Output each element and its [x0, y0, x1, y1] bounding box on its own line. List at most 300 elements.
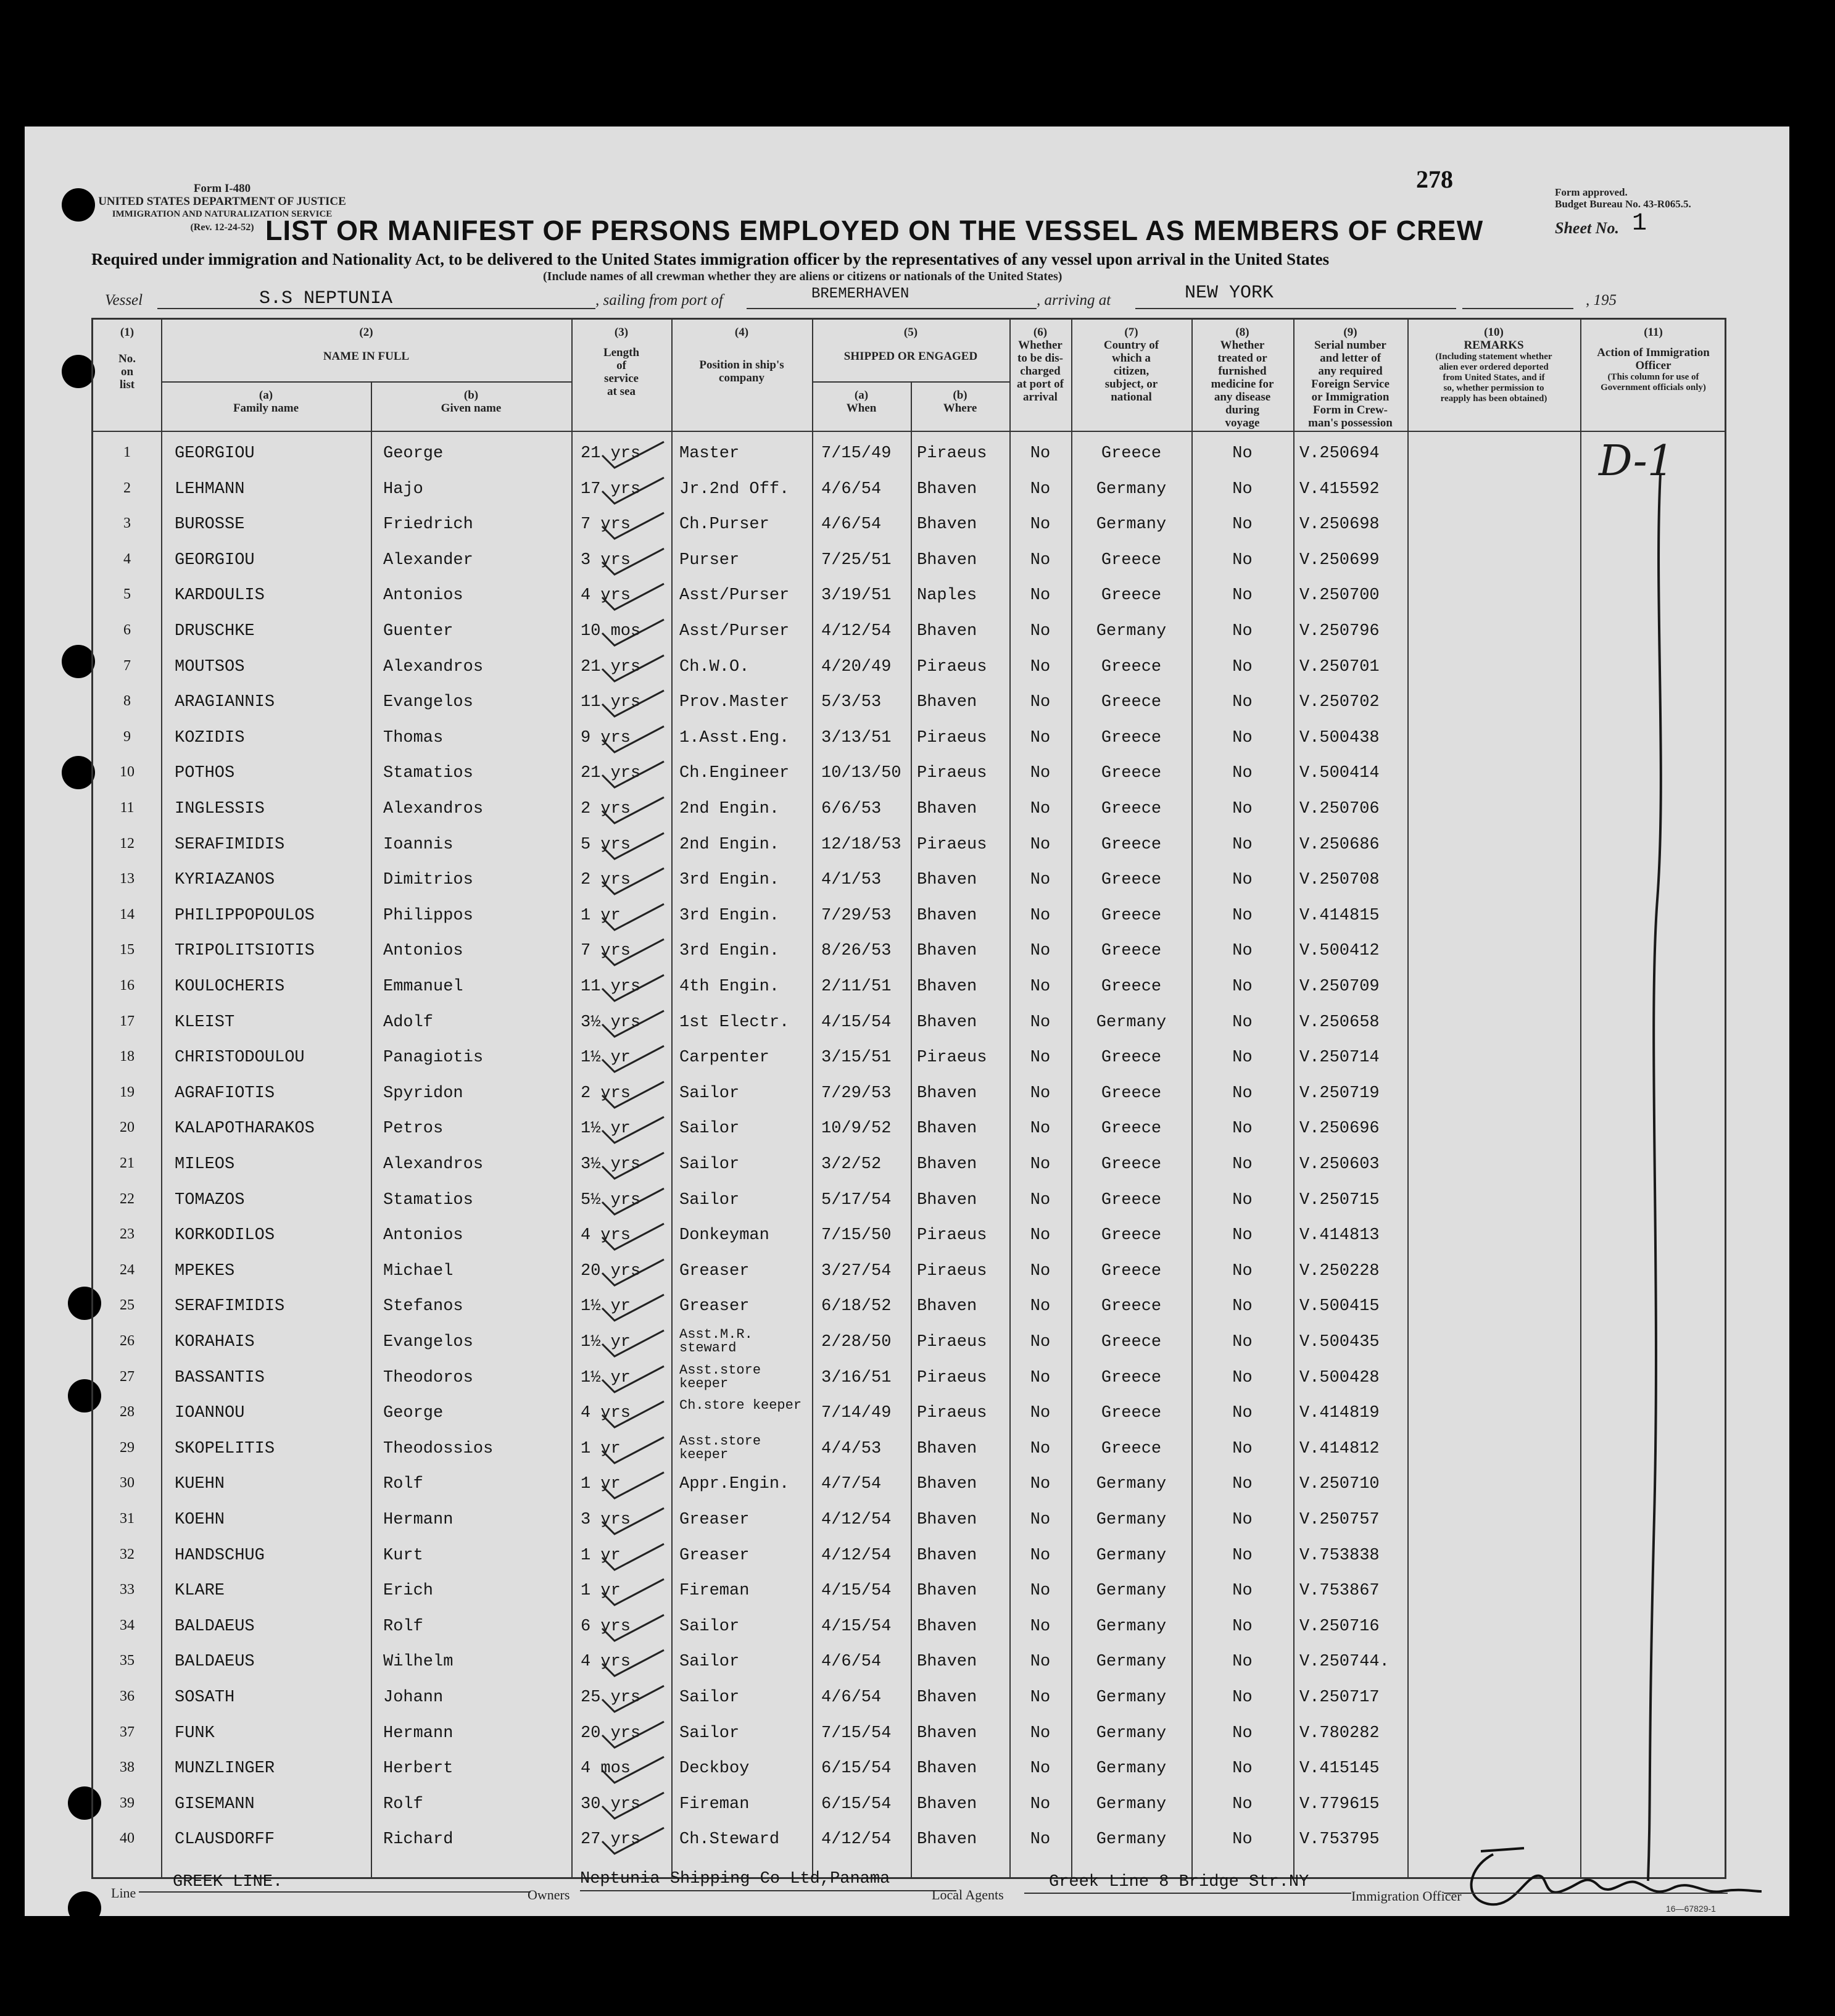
serial-number: V.500415 [1299, 1297, 1380, 1316]
position: Ch.Engineer [679, 764, 790, 783]
serial-number: V.250714 [1299, 1048, 1380, 1068]
serial-number: V.250757 [1299, 1511, 1380, 1529]
serial-number: V.250699 [1299, 550, 1380, 570]
discharged: No [1030, 1653, 1051, 1672]
country: Greece [1101, 1190, 1162, 1209]
table-row [93, 1752, 1725, 1787]
discharged: No [1030, 622, 1051, 641]
table-row [93, 650, 1725, 686]
shipped-where: Bhaven [917, 693, 977, 712]
tick-mark [596, 1361, 670, 1398]
table-row [93, 686, 1725, 721]
row-number: 9 [123, 728, 131, 745]
length-of-service: 3 yrs [581, 550, 631, 570]
position: Donkeyman [679, 1226, 769, 1245]
shipped-when: 4/4/53 [821, 1439, 882, 1458]
length-of-service: 2 yrs [581, 1084, 631, 1103]
treated: No [1232, 1439, 1253, 1458]
owners-name: Neptunia Shipping Co Ltd,Panama [580, 1870, 890, 1888]
discharged: No [1030, 1048, 1051, 1068]
agents-name: Greek Line 8 Bridge Str.NY [1049, 1873, 1309, 1891]
table-row [93, 1432, 1725, 1467]
sailing-port: BREMERHAVEN [811, 286, 909, 302]
shipped-where: Piraeus [917, 764, 987, 783]
family-name: AGRAFIOTIS [175, 1084, 275, 1103]
serial-number: V.250603 [1299, 1155, 1380, 1174]
officer-signature [1444, 1842, 1765, 1916]
row-number: 4 [123, 550, 131, 567]
shipped-where: Piraeus [917, 1048, 987, 1068]
row-number: 5 [123, 586, 131, 603]
shipped-when: 6/15/54 [821, 1794, 892, 1814]
position: Asst.M.R. steward [679, 1327, 753, 1356]
family-name: TRIPOLITSIOTIS [175, 942, 315, 961]
given-name: Hermann [383, 1724, 454, 1743]
length-of-service: 3 yrs [581, 1511, 631, 1529]
tick-mark [596, 792, 670, 829]
treated: No [1232, 1404, 1253, 1423]
tick-mark [596, 721, 670, 758]
length-of-service: 1 yr [581, 1546, 621, 1565]
country: Greece [1101, 728, 1162, 747]
table-row [93, 1574, 1725, 1609]
family-name: KARDOULIS [175, 586, 265, 605]
family-name: BUROSSE [175, 515, 245, 534]
treated: No [1232, 1794, 1253, 1814]
serial-number: V.780282 [1299, 1724, 1380, 1743]
tick-mark [596, 899, 670, 936]
length-of-service: 20 yrs [581, 1724, 641, 1743]
given-name: Antonios [383, 942, 463, 961]
given-name: Evangelos [383, 1333, 473, 1351]
shipped-when: 4/15/54 [821, 1013, 892, 1032]
serial-number: V.250700 [1299, 586, 1380, 605]
given-name: Theodoros [383, 1368, 473, 1387]
treated: No [1232, 1048, 1253, 1068]
shipped-where: Piraeus [917, 1333, 987, 1351]
family-name: BALDAEUS [175, 1653, 255, 1672]
country: Greece [1101, 444, 1162, 463]
given-name: Friedrich [383, 515, 473, 534]
treated: No [1232, 1261, 1253, 1280]
table-row [93, 1255, 1725, 1290]
treated: No [1232, 977, 1253, 996]
row-number: 2 [123, 479, 131, 496]
family-name: KALAPOTHARAKOS [175, 1119, 315, 1139]
shipped-when: 4/6/54 [821, 1688, 882, 1707]
shipped-where: Bhaven [917, 871, 977, 890]
family-name: IOANNOU [175, 1404, 245, 1423]
country: Germany [1096, 1546, 1167, 1565]
country: Greece [1101, 1439, 1162, 1458]
shipped-where: Bhaven [917, 1190, 977, 1209]
col-header-service: (3) Length of service at sea [603, 326, 640, 398]
length-of-service: 25 yrs [581, 1688, 641, 1707]
discharged: No [1030, 693, 1051, 712]
tick-mark [596, 1041, 670, 1078]
discharged: No [1030, 1404, 1051, 1423]
sheet-number: 1 [1632, 210, 1647, 238]
tick-mark [596, 1717, 670, 1754]
col-header-name: (2) NAME IN FULL [323, 326, 410, 363]
tick-mark [596, 579, 670, 616]
sailing-label: , sailing from port of [595, 292, 723, 309]
treated: No [1232, 1333, 1253, 1351]
position: Master [679, 444, 740, 463]
position: Fireman [679, 1582, 750, 1601]
row-number: 28 [120, 1404, 135, 1421]
table-row [93, 757, 1725, 792]
discharged: No [1030, 1119, 1051, 1139]
table-row [93, 437, 1725, 472]
table-row [93, 1361, 1725, 1396]
treated: No [1232, 764, 1253, 783]
length-of-service: 6 yrs [581, 1617, 631, 1636]
treated: No [1232, 1724, 1253, 1743]
shipped-where: Piraeus [917, 1226, 987, 1245]
discharged: No [1030, 1084, 1051, 1103]
given-name: Herbert [383, 1759, 454, 1778]
country: Germany [1096, 479, 1167, 499]
country: Greece [1101, 586, 1162, 605]
row-number: 15 [120, 942, 135, 958]
row-number: 3 [123, 515, 131, 532]
tick-mark [596, 1823, 670, 1860]
position: Purser [679, 550, 740, 570]
length-of-service: 30 yrs [581, 1794, 641, 1814]
length-of-service: 1½ yr [581, 1119, 631, 1139]
arriving-port: NEW YORK [1185, 283, 1274, 304]
manifest-sheet [25, 127, 1789, 1916]
discharged: No [1030, 1794, 1051, 1814]
length-of-service: 2 yrs [581, 800, 631, 818]
treated: No [1232, 1546, 1253, 1565]
given-name: Evangelos [383, 693, 473, 712]
treated: No [1232, 550, 1253, 570]
shipped-where: Bhaven [917, 550, 977, 570]
shipped-when: 4/6/54 [821, 479, 882, 499]
row-number: 36 [120, 1688, 135, 1704]
position: Greaser [679, 1297, 750, 1316]
family-name: GISEMANN [175, 1794, 255, 1814]
table-row [93, 828, 1725, 863]
shipped-when: 3/13/51 [821, 728, 892, 747]
shipped-when: 4/6/54 [821, 1653, 882, 1672]
country: Greece [1101, 1119, 1162, 1139]
serial-number: V.250715 [1299, 1190, 1380, 1209]
treated: No [1232, 622, 1253, 641]
treated: No [1232, 1119, 1253, 1139]
family-name: BASSANTIS [175, 1368, 265, 1387]
table-row [93, 1503, 1725, 1538]
length-of-service: 4 yrs [581, 586, 631, 605]
discharged: No [1030, 1724, 1051, 1743]
given-name: Stefanos [383, 1297, 463, 1316]
length-of-service: 5½ yrs [581, 1190, 641, 1209]
tick-mark [596, 1006, 670, 1043]
shipped-when: 7/15/50 [821, 1226, 892, 1245]
vessel-name: S.S NEPTUNIA [259, 288, 393, 309]
table-row [93, 1184, 1725, 1219]
position: Asst/Purser [679, 622, 790, 641]
discharged: No [1030, 1546, 1051, 1565]
arriving-underline [1135, 308, 1456, 309]
row-number: 14 [120, 906, 135, 923]
shipped-when: 6/15/54 [821, 1759, 892, 1778]
tick-mark [596, 1325, 670, 1363]
serial-number: V.779615 [1299, 1794, 1380, 1814]
family-name: INGLESSIS [175, 800, 265, 818]
discharged: No [1030, 1226, 1051, 1245]
row-number: 26 [120, 1333, 135, 1349]
discharged: No [1030, 515, 1051, 534]
shipped-where: Piraeus [917, 835, 987, 854]
shipped-when: 7/29/53 [821, 906, 892, 925]
serial-number: V.414813 [1299, 1226, 1380, 1245]
position: Greaser [679, 1261, 750, 1280]
shipped-when: 4/15/54 [821, 1582, 892, 1601]
treated: No [1232, 1617, 1253, 1636]
family-name: KLEIST [175, 1013, 235, 1032]
position: 1.Asst.Eng. [679, 728, 790, 747]
country: Germany [1096, 1759, 1167, 1778]
table-row [93, 934, 1725, 969]
family-name: CLAUSDORFF [175, 1830, 275, 1849]
shipped-where: Bhaven [917, 1688, 977, 1707]
shipped-where: Bhaven [917, 1155, 977, 1174]
country: Greece [1101, 1226, 1162, 1245]
family-name: SERAFIMIDIS [175, 1297, 285, 1316]
officer-underline [1444, 1893, 1728, 1894]
family-name: PHILIPPOPOULOS [175, 906, 315, 925]
given-name: Emmanuel [383, 977, 463, 996]
row-number: 8 [123, 693, 131, 710]
given-name: Alexandros [383, 800, 484, 818]
shipped-where: Piraeus [917, 657, 987, 676]
discharged: No [1030, 906, 1051, 925]
discharged: No [1030, 1190, 1051, 1209]
annotation-bracket-line [1623, 468, 1697, 1887]
given-name: Ioannis [383, 835, 454, 854]
tick-mark [596, 686, 670, 723]
position: Sailor [679, 1155, 740, 1174]
tick-mark [596, 1077, 670, 1114]
sheet-label: Sheet No. [1555, 219, 1619, 237]
serial-number: V.250696 [1299, 1119, 1380, 1139]
position: Sailor [679, 1119, 740, 1139]
length-of-service: 1 yr [581, 1475, 621, 1494]
row-number: 20 [120, 1119, 135, 1136]
serial-number: V.500414 [1299, 764, 1380, 783]
line-label: Line [111, 1885, 136, 1901]
shipped-when: 4/12/54 [821, 1546, 892, 1565]
tick-mark [596, 1645, 670, 1682]
treated: No [1232, 1297, 1253, 1316]
col-header-when: (a) When [846, 389, 877, 415]
discharged: No [1030, 835, 1051, 854]
discharged: No [1030, 1368, 1051, 1387]
country: Greece [1101, 977, 1162, 996]
country: Germany [1096, 1724, 1167, 1743]
given-name: Stamatios [383, 764, 473, 783]
row-number: 10 [120, 764, 135, 781]
tick-mark [596, 508, 670, 545]
row-number: 21 [120, 1155, 135, 1171]
row-number: 12 [120, 835, 135, 852]
row-number: 34 [120, 1617, 135, 1633]
col-header-no: (1) No. on list [118, 326, 136, 391]
tick-mark [596, 473, 670, 510]
punch-hole [62, 645, 95, 678]
punch-hole [68, 1891, 101, 1925]
serial-number: V.753867 [1299, 1582, 1380, 1601]
shipped-where: Bhaven [917, 515, 977, 534]
serial-number: V.414819 [1299, 1404, 1380, 1423]
treated: No [1232, 1155, 1253, 1174]
row-number: 27 [120, 1368, 135, 1385]
year-label: , 195 [1586, 292, 1617, 309]
discharged: No [1030, 1830, 1051, 1849]
given-name: Panagiotis [383, 1048, 484, 1068]
serial-number: V.250698 [1299, 515, 1380, 534]
punch-hole [62, 188, 95, 222]
serial-number: V.500435 [1299, 1333, 1380, 1351]
country: Germany [1096, 1582, 1167, 1601]
tick-mark [596, 650, 670, 687]
country: Greece [1101, 1155, 1162, 1174]
shipped-when: 10/9/52 [821, 1119, 892, 1139]
given-name: Wilhelm [383, 1653, 454, 1672]
length-of-service: 1 yr [581, 1582, 621, 1601]
shipped-when: 7/14/49 [821, 1404, 892, 1423]
country: Greece [1101, 1404, 1162, 1423]
shipped-when: 12/18/53 [821, 835, 901, 854]
discharged: No [1030, 550, 1051, 570]
shipped-when: 7/15/54 [821, 1724, 892, 1743]
serial-number: V.250710 [1299, 1475, 1380, 1494]
shipped-when: 7/29/53 [821, 1084, 892, 1103]
tick-mark [596, 1219, 670, 1256]
position: Fireman [679, 1794, 750, 1814]
shipped-when: 4/15/54 [821, 1617, 892, 1636]
given-name: Stamatios [383, 1190, 473, 1209]
position: 2nd Engin. [679, 835, 780, 854]
family-name: KORAHAIS [175, 1333, 255, 1351]
length-of-service: 21 yrs [581, 657, 641, 676]
shipped-where: Bhaven [917, 1724, 977, 1743]
col-header-position: (4) Position in ship's company [699, 326, 784, 384]
given-name: Petros [383, 1119, 444, 1139]
position: Greaser [679, 1511, 750, 1529]
discharged: No [1030, 1582, 1051, 1601]
row-number: 16 [120, 977, 135, 993]
length-of-service: 7 yrs [581, 942, 631, 961]
crew-table [91, 318, 1726, 1879]
discharged: No [1030, 657, 1051, 676]
length-of-service: 1½ yr [581, 1048, 631, 1068]
given-name: Rolf [383, 1794, 423, 1814]
serial-number: V.415145 [1299, 1759, 1380, 1778]
serial-number: V.250719 [1299, 1084, 1380, 1103]
serial-number: V.500428 [1299, 1368, 1380, 1387]
table-row [93, 970, 1725, 1005]
discharged: No [1030, 1475, 1051, 1494]
treated: No [1232, 1830, 1253, 1849]
treated: No [1232, 1190, 1253, 1209]
table-row [93, 1539, 1725, 1574]
table-row [93, 473, 1725, 508]
col-header-serial: (9) Serial number and letter of any required Foreign Service or Immigration Form in Crew- man's possession [1308, 326, 1393, 429]
family-name: MPEKES [175, 1261, 235, 1280]
row-number: 39 [120, 1794, 135, 1811]
position: Asst.store keeper [679, 1362, 761, 1392]
table-row [93, 1610, 1725, 1645]
shipped-when: 4/12/54 [821, 1511, 892, 1529]
length-of-service: 1 yr [581, 906, 621, 925]
family-name: CHRISTODOULOU [175, 1048, 305, 1068]
table-row [93, 1645, 1725, 1680]
serial-number: V.250686 [1299, 835, 1380, 854]
tick-mark [596, 437, 670, 474]
row-number: 17 [120, 1013, 135, 1029]
length-of-service: 5 yrs [581, 835, 631, 854]
position: Asst/Purser [679, 586, 790, 605]
discharged: No [1030, 1013, 1051, 1032]
row-number: 13 [120, 871, 135, 887]
country: Germany [1096, 1475, 1167, 1494]
length-of-service: 2 yrs [581, 871, 631, 890]
subtitle-note: (Include names of all crewman whether they are aliens or citizens or nationals of the United States) [543, 270, 1062, 283]
sailing-underline [747, 308, 1037, 309]
country: Greece [1101, 1261, 1162, 1280]
length-of-service: 20 yrs [581, 1261, 641, 1280]
treated: No [1232, 1511, 1253, 1529]
col-header-shipped: (5) SHIPPED OR ENGAGED [843, 326, 978, 363]
col-header-given: (b) Given name [441, 389, 502, 415]
tick-mark [596, 1610, 670, 1647]
country: Greece [1101, 550, 1162, 570]
family-name: MILEOS [175, 1155, 235, 1174]
treated: No [1232, 693, 1253, 712]
treated: No [1232, 728, 1253, 747]
table-row [93, 579, 1725, 614]
serial-number: V.250701 [1299, 657, 1380, 676]
serial-number: V.415592 [1299, 479, 1380, 499]
length-of-service: 4 mos [581, 1759, 631, 1778]
country: Greece [1101, 942, 1162, 961]
row-number: 11 [120, 800, 135, 816]
country: Greece [1101, 693, 1162, 712]
country: Greece [1101, 835, 1162, 854]
page-number: 278 [1416, 165, 1453, 193]
position: Ch.Steward [679, 1830, 780, 1849]
given-name: Rolf [383, 1617, 423, 1636]
discharged: No [1030, 1688, 1051, 1707]
serial-number: V.753795 [1299, 1830, 1380, 1849]
vessel-underline [157, 308, 595, 309]
treated: No [1232, 515, 1253, 534]
owners-underline [580, 1890, 956, 1891]
family-name: ARAGIANNIS [175, 693, 275, 712]
given-name: Spyridon [383, 1084, 463, 1103]
tick-mark [596, 1396, 670, 1433]
owners-label: Owners [528, 1887, 570, 1902]
shipped-when: 5/17/54 [821, 1190, 892, 1209]
position: Sailor [679, 1688, 740, 1707]
length-of-service: 4 yrs [581, 1404, 631, 1423]
given-name: Erich [383, 1582, 434, 1601]
tick-mark [596, 1112, 670, 1149]
